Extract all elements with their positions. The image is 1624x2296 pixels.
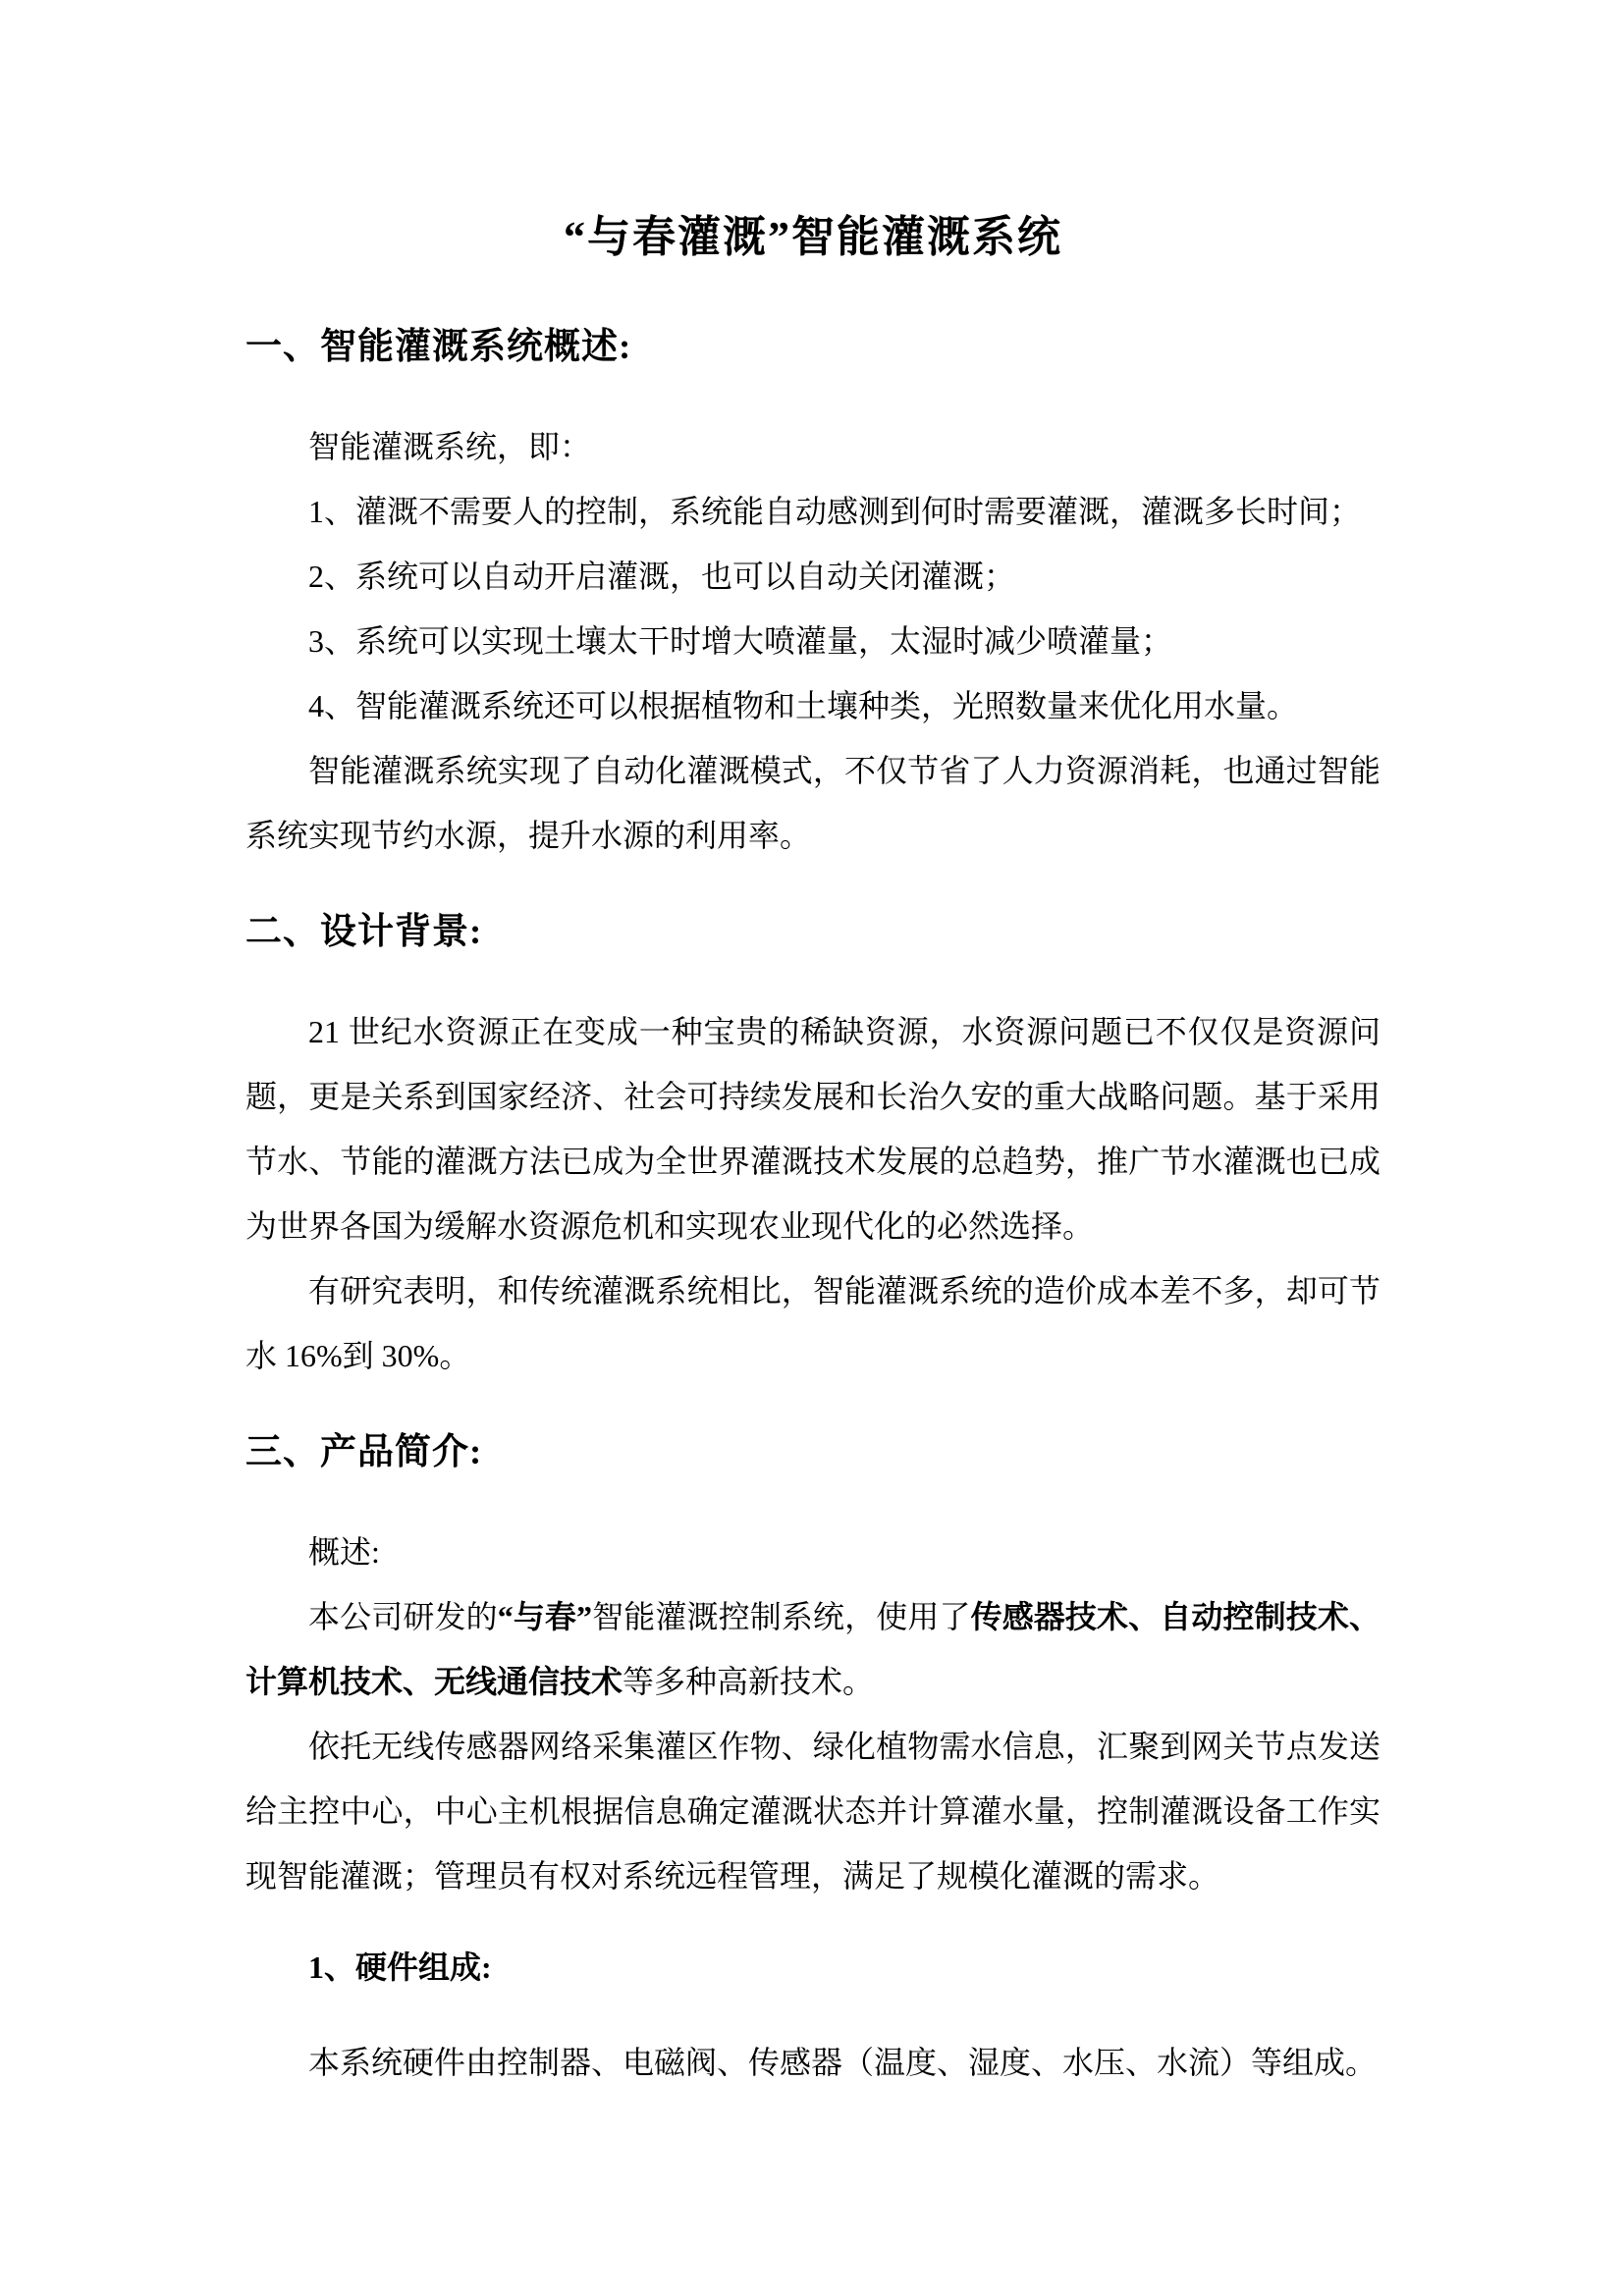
- section-heading-background: 二、设计背景:: [245, 912, 483, 952]
- list-item-3: 3、系统可以实现土壤太干时增大喷灌量，太湿时减少喷灌量；: [308, 623, 1173, 659]
- overview-intro: 智能灌溉系统，即：: [308, 429, 592, 464]
- section-heading-product: 三、产品简介:: [245, 1432, 483, 1472]
- hardware-paragraph: 本系统硬件由控制器、电磁阀、传感器（温度、湿度、水压、水流）等组成。: [308, 2045, 1378, 2080]
- network-paragraph: 依托无线传感器网络采集灌区作物、绿化植物需水信息，汇聚到网关节点发送给主控中心，中心主机根据信息确定灌溉状态并计算灌水量，控制灌溉设备工作实现智能灌溉；管理员有权对系统远程管理，满足了规模化灌溉的需求。: [245, 1729, 1380, 1894]
- hardware-subheading: 1、硬件组成:: [308, 1949, 492, 1985]
- overview-summary: 智能灌溉系统实现了自动化灌溉模式，不仅节省了人力资源消耗，也通过智能系统实现节约水源，提升水源的利用率。: [245, 753, 1380, 853]
- product-description: [245, 1584, 1380, 1714]
- product-tech-list: 传感器技术、自动控制技术、计算机技术、无线通信技术: [245, 1599, 1380, 1699]
- document-content: [245, 212, 1380, 2095]
- product-overview-label: 概述:: [308, 1534, 380, 1570]
- document-title: “与春灌溉”智能灌溉系统: [564, 213, 1062, 261]
- product-brand-name: “与春”: [497, 1599, 593, 1634]
- product-text-3: 等多种高新技术。: [623, 1664, 875, 1699]
- product-text-2: 智能灌溉控制系统，使用了: [592, 1599, 971, 1634]
- background-paragraph-2: 有研究表明，和传统灌溉系统相比，智能灌溉系统的造价成本差不多，却可节水 16%到 30%。: [245, 1273, 1380, 1373]
- list-item-2: 2、系统可以自动开启灌溉，也可以自动关闭灌溉；: [308, 559, 1016, 594]
- product-text-1: 本公司研发的: [308, 1599, 498, 1634]
- list-item-1: 1、灌溉不需要人的控制，系统能自动感测到何时需要灌溉，灌溉多长时间；: [308, 494, 1362, 529]
- background-paragraph-1: 21 世纪水资源正在变成一种宝贵的稀缺资源，水资源问题已不仅仅是资源问题，更是关系到国家经济、社会可持续发展和长治久安的重大战略问题。基于采用节水、节能的灌溉方法已成为全世界灌溉技术发展的总趋势，推广节水灌溉也已成为世界各国为缓解水资源危机和实现农业现代化的必然选择。: [245, 1014, 1380, 1244]
- section-heading-overview: 一、智能灌溉系统概述:: [245, 327, 632, 367]
- list-item-4: 4、智能灌溉系统还可以根据植物和土壤种类，光照数量来优化用水量。: [308, 688, 1299, 723]
